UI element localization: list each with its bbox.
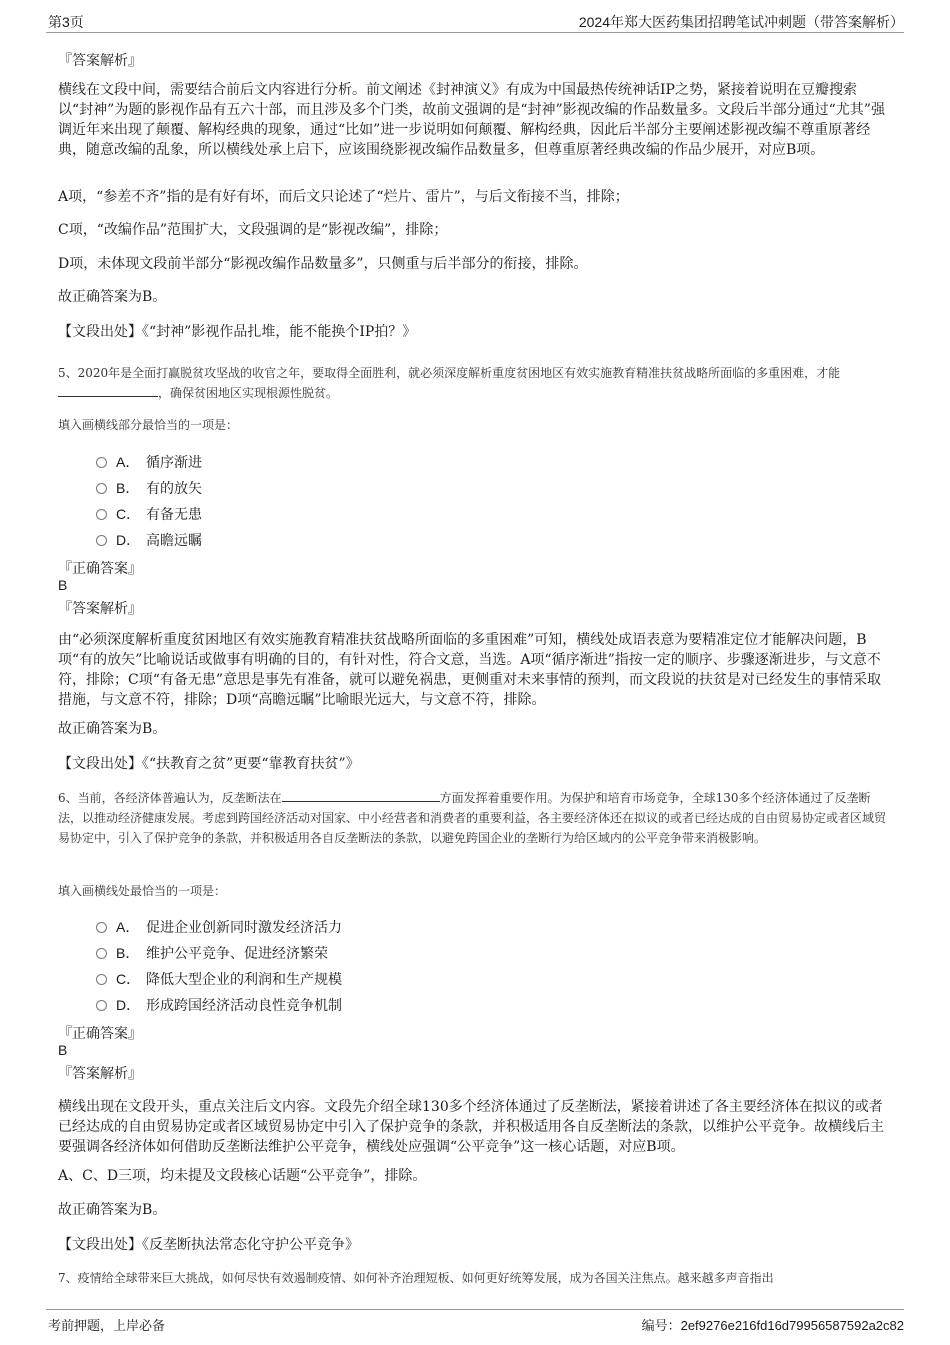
q5-option-c[interactable] [96, 503, 202, 525]
serial-label: 编号： [641, 1318, 681, 1333]
q6-answer-blank [282, 789, 440, 802]
radio-icon[interactable] [96, 483, 107, 494]
footer-slogan: 考前押题，上岸必备 [48, 1318, 166, 1333]
q4-analysis-option-a: A项，“参差不齐”指的是有好有坏，而后文只论述了“烂片、雷片”，与后文衔接不当，排除； [58, 189, 629, 205]
option-letter: B． [116, 480, 140, 496]
option-text: 形成跨国经济活动良性竞争机制 [146, 998, 342, 1014]
radio-icon[interactable] [96, 457, 107, 468]
q6-stem [58, 788, 892, 848]
q5-correct-answer: B [58, 577, 68, 593]
footer-serial [642, 1315, 904, 1334]
q6-source: 【文段出处】《反垄断执法常态化守护公平竞争》 [58, 1237, 359, 1253]
q6-correct-label: 『正确答案』 [58, 1026, 142, 1042]
q4-analysis-option-c: C项，“改编作品”范围扩大，文段强调的是“影视改编”，排除； [58, 222, 448, 238]
q6-correct-answer: B [58, 1042, 68, 1058]
q5-source: 【文段出处】《“扶教育之贫”更要“靠教育扶贫”》 [58, 756, 360, 772]
q5-stem-before: 5、2020年是全面打赢脱贫攻坚战的收官之年，要取得全面胜利，就必须深度解析重度贫困地区有效实施教育精准扶贫战略所面临的多重困难，才能 [58, 366, 841, 380]
q6-option-b[interactable] [96, 942, 328, 964]
radio-icon[interactable] [96, 974, 107, 985]
q6-option-c[interactable] [96, 968, 342, 990]
q4-analysis-label: 『答案解析』 [58, 53, 142, 69]
option-letter: A． [116, 454, 140, 470]
q6-analysis-label: 『答案解析』 [58, 1066, 142, 1082]
q5-stem [58, 363, 892, 403]
page-number: 第3页 [48, 14, 84, 30]
q6-analysis-text: 横线出现在文段开头，重点关注后文内容。文段先介绍全球130多个经济体通过了反垄断法，紧接着讲述了各主要经济体在拟议的或者已经达成的自由贸易协定或者区域贸易协定中引入了保护竞争的条款，并积极适用各自反垄断法的条款，以维护公平竞争。故横线后主要强调各经济体如何借助反垄断法维护公平竞争，横线处应强调“公平竞争”这一核心话题，对应B项。 [58, 1099, 884, 1155]
q5-option-b[interactable] [96, 477, 202, 499]
page-header [0, 0, 950, 30]
option-text: 维护公平竞争、促进经济繁荣 [146, 946, 328, 962]
q6-stem-after: 方面发挥着重要作用。为保护和培育市场竞争，全球130多个经济体通过了反垄断法，以推动经济健康发展。考虑到跨国经济活动对国家、中小经营者和消费者的重要利益，各主要经济体还在拟议的或者已经达成的自由贸易协定或者区域贸易协定中，引入了保护竞争的条款，并积极适用各自反垄断法的条款，以避免跨国企业的垄断行为给区域内的公平竞争带来消极影响。 [58, 791, 887, 845]
document-title: 2024年郑大医药集团招聘笔试冲刺题（带答案解析） [578, 14, 904, 30]
q5-analysis-text: 由“必须深度解析重度贫困地区有效实施教育精准扶贫战略所面临的多重困难”可知，横线处成语表意为要精准定位才能解决问题，B项“有的放矢”比喻说话或做事有明确的目的，有针对性，符合文意，当选。A项“循序渐进”指按一定的顺序、步骤逐渐进步，与文意不符，排除；C项“有备无患”意思是事先有准备，就可以避免祸患，更侧重对未来事情的预判，而文段说的扶贫是对已经发生的事情采取措施，与文意不符，排除；D项“高瞻远瞩”比喻眼光远大，与文意不符，排除。 [58, 632, 882, 708]
radio-icon[interactable] [96, 509, 107, 520]
q4-analysis-text: 横线在文段中间，需要结合前后文内容进行分析。前文阐述《封神演义》有成为中国最热传统神话IP之势，紧接着说明在豆瓣搜索以“封神”为题的影视作品有五六十部，而且涉及多个门类，故前文强调的是“封神”影视改编的作品数量多。文段后半部分通过“尤其”强调近年来出现了颠覆、解构经典的现象，通过“比如”进一步说明如何颠覆、解构经典，因此后半部分主要阐述影视改编不尊重原著经典，随意改编的乱象，所以横线处承上启下，应该围绕影视改编作品数量多，但尊重原著经典改编的作品少展开，对应B项。 [58, 82, 885, 158]
option-text: 促进企业创新同时激发经济活力 [146, 920, 342, 936]
option-text: 有的放矢 [146, 481, 202, 497]
q6-prompt: 填入画横线处最恰当的一项是： [58, 884, 227, 898]
q5-stem-after: ，确保贫困地区实现根源性脱贫。 [158, 386, 339, 400]
option-letter: C． [116, 506, 141, 522]
q5-prompt: 填入画横线部分最恰当的一项是： [58, 418, 239, 432]
radio-icon[interactable] [96, 948, 107, 959]
radio-icon[interactable] [96, 922, 107, 933]
option-letter: D． [116, 532, 141, 548]
q7-stem: 7、疫情给全球带来巨大挑战，如何尽快有效遏制疫情、如何补齐治理短板、如何更好统筹发展，成为各国关注焦点。越来越多声音指出 [58, 1271, 774, 1285]
q4-source: 【文段出处】《“封神”影视作品扎堆，能不能换个IP拍？》 [58, 324, 417, 340]
q5-option-d[interactable] [96, 529, 202, 551]
header-divider [46, 32, 904, 33]
q6-option-a[interactable] [96, 916, 342, 938]
option-text: 有备无患 [146, 507, 202, 523]
q5-correct-label: 『正确答案』 [58, 561, 142, 577]
q5-answer-blank [58, 384, 158, 397]
option-text: 降低大型企业的利润和生产规模 [146, 972, 342, 988]
q6-stem-before: 6、当前，各经济体普遍认为，反垄断法在 [58, 791, 282, 805]
q6-analysis-other-options: A、C、D三项，均未提及文段核心话题“公平竞争”，排除。 [58, 1168, 427, 1184]
option-text: 循序渐进 [146, 455, 202, 471]
radio-icon[interactable] [96, 1000, 107, 1011]
q4-conclusion: 故正确答案为B。 [58, 289, 167, 305]
option-text: 高瞻远瞩 [146, 533, 202, 549]
serial-value: 2ef9276e216fd16d79956587592a2c82 [680, 1318, 904, 1333]
option-letter: B． [116, 945, 140, 961]
radio-icon[interactable] [96, 535, 107, 546]
q5-option-a[interactable] [96, 451, 202, 473]
q4-analysis-option-d: D项，未体现文段前半部分“影视改编作品数量多”，只侧重与后半部分的衔接，排除。 [58, 256, 588, 272]
option-letter: C． [116, 971, 141, 987]
option-letter: D． [116, 997, 141, 1013]
q5-analysis-label: 『答案解析』 [58, 601, 142, 617]
q6-option-d[interactable] [96, 994, 342, 1016]
q6-conclusion: 故正确答案为B。 [58, 1202, 167, 1218]
option-letter: A． [116, 919, 140, 935]
footer-divider [46, 1309, 904, 1310]
q5-conclusion: 故正确答案为B。 [58, 721, 167, 737]
